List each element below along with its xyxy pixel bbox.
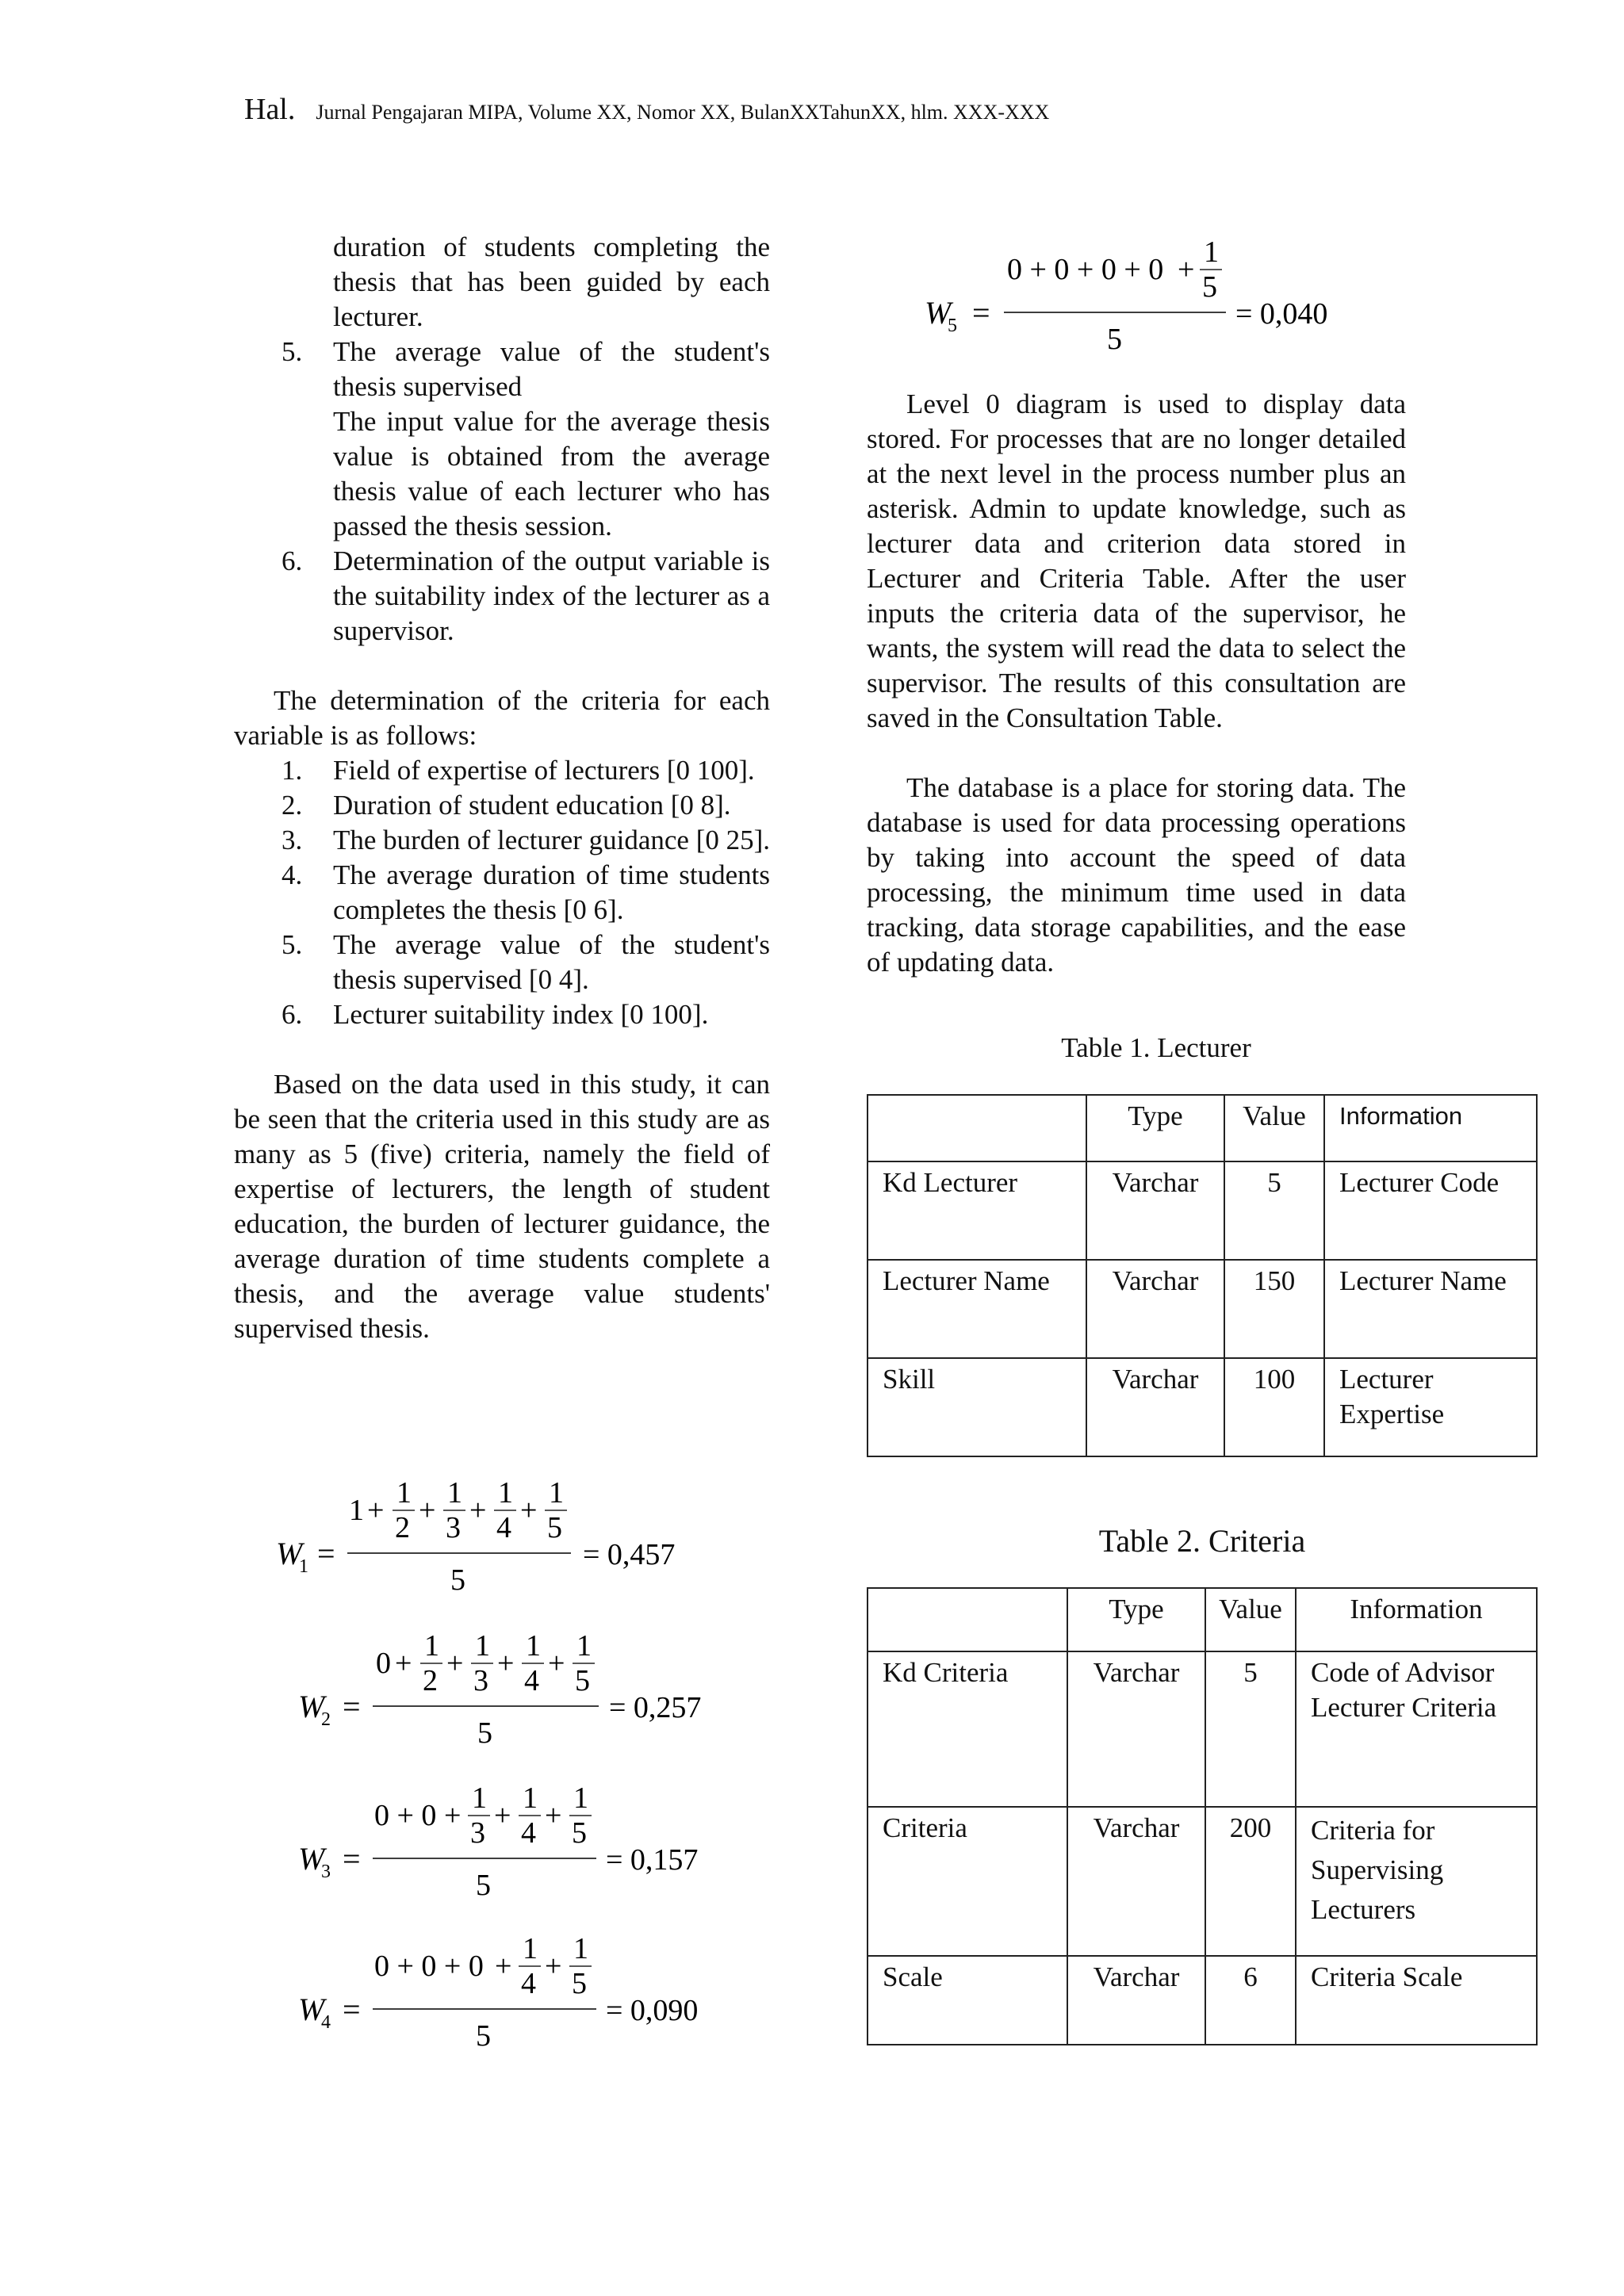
- eq-plus: +: [367, 1494, 385, 1527]
- table-header-row: [868, 1095, 1537, 1161]
- eq-subscript: 2: [321, 1709, 331, 1730]
- eq-denominator: 5: [547, 1511, 562, 1544]
- list-item-text: Lecturer suitability index [0 100].: [333, 999, 709, 1030]
- list-item: [234, 753, 770, 788]
- table-cell: Criteria Scale: [1296, 1956, 1537, 2045]
- list-item-title: The average value of the student's thesis supervised: [333, 336, 770, 402]
- table-row: [868, 1260, 1537, 1358]
- eq-lead: 0 + 0 + 0 + 0: [1007, 253, 1164, 286]
- list-item-text: The burden of lecturer guidance [0 25].: [333, 825, 771, 855]
- eq-plus: +: [497, 1647, 515, 1680]
- based-on-paragraph: Based on the data used in this study, it can be seen that the criteria used in this study are as many as 5 (five) criteria, namely the field of expertise of lecturers, the length of student education, the burden of lecturer guidance, the average duration of time students complete a thesis, and the average value students' supervised thesis.: [234, 1069, 770, 1344]
- eq-label: W: [298, 1992, 325, 2027]
- table-header-cell: Information: [1296, 1588, 1537, 1651]
- table-header-cell: Value: [1205, 1588, 1296, 1651]
- table-header-cell: Value: [1224, 1095, 1324, 1161]
- eq-denominator: 2: [423, 1664, 438, 1697]
- eq-main-denominator: 5: [477, 1716, 492, 1750]
- table-cell: 5: [1205, 1651, 1296, 1807]
- eq-label: W: [298, 1841, 325, 1877]
- eq-numerator: 1: [475, 1629, 490, 1663]
- equation-w4: [293, 1927, 737, 2061]
- list-number: 5.: [282, 336, 303, 367]
- table-cell: Lecturer Code: [1324, 1161, 1537, 1260]
- list-item: [234, 335, 770, 544]
- eq-lead: 1: [349, 1494, 364, 1527]
- eq-plus: +: [395, 1647, 412, 1680]
- list-number: 2.: [282, 790, 303, 821]
- eq-subscript: 1: [299, 1556, 308, 1577]
- list-item: [234, 544, 770, 649]
- page-label: Hal.: [244, 93, 296, 126]
- eq-denominator: 3: [473, 1664, 488, 1697]
- eq-numerator: 1: [576, 1629, 592, 1663]
- eq-plus: +: [419, 1494, 436, 1527]
- eq-label: W: [298, 1689, 325, 1724]
- eq-plus: +: [495, 1950, 512, 1983]
- eq-denominator: 5: [572, 1967, 587, 2000]
- eq-equals: =: [343, 1992, 361, 2027]
- eq-denominator: 4: [524, 1664, 539, 1697]
- list-item: [234, 928, 770, 997]
- list-item-description: The input value for the average thesis value is obtained from the average thesis value of each lecturer who has passed the thesis session.: [333, 406, 770, 541]
- eq-equals: =: [343, 1689, 361, 1724]
- table-cell: 100: [1224, 1358, 1324, 1456]
- eq-main-denominator: 5: [476, 2019, 491, 2053]
- eq-numerator: 1: [498, 1476, 513, 1510]
- eq-numerator: 1: [526, 1629, 541, 1663]
- eq-subscript: 4: [321, 2012, 331, 2033]
- list-item-text: Determination of the output variable is the suitability index of the lecturer as a supervisor.: [333, 545, 770, 646]
- list-item: [234, 997, 770, 1032]
- eq-equals: =: [317, 1536, 335, 1571]
- level0-paragraph: Level 0 diagram is used to display data stored. For processes that are no longer detailed at the next level in the process number plus an asterisk. Admin to update knowledge, such as lecturer data and criterion data stored in Lecturer and Criteria Table. After the user inputs the criteria data of the supervisor, he wants, the system will read the data to select the supervisor. The results of this consultation are saved in the Consultation Table.: [867, 388, 1406, 733]
- table-cell: Code of Advisor Lecturer Criteria: [1296, 1651, 1537, 1807]
- list-item-text: The average value of the student's thesis supervised [0 4].: [333, 929, 770, 995]
- table-cell: 200: [1205, 1807, 1296, 1956]
- eq-plus: +: [469, 1494, 487, 1527]
- table-lecturer: [867, 1094, 1538, 1457]
- eq-plus: +: [446, 1647, 464, 1680]
- right-column: [867, 387, 1406, 980]
- eq-main-denominator: 5: [450, 1563, 465, 1597]
- eq-plus: +: [520, 1494, 538, 1527]
- eq-result: = 0,090: [606, 1994, 699, 2027]
- table-cell: Criteria: [868, 1807, 1067, 1956]
- equation-w5: [920, 230, 1364, 365]
- list-number: 6.: [282, 999, 303, 1030]
- table-row: [868, 1956, 1537, 2045]
- eq-result: = 0,157: [606, 1843, 699, 1877]
- eq-plus: +: [545, 1799, 562, 1832]
- table-criteria: [867, 1587, 1538, 2045]
- list-item: [234, 788, 770, 823]
- variable-list: [234, 335, 770, 649]
- eq-main-denominator: 5: [1107, 323, 1122, 356]
- left-column: [234, 230, 770, 1346]
- eq-lead: 0 + 0 + 0: [374, 1950, 484, 1983]
- table-row: [868, 1161, 1537, 1260]
- table-cell: 150: [1224, 1260, 1324, 1358]
- eq-denominator: 3: [470, 1816, 485, 1850]
- eq-plus: +: [494, 1799, 511, 1832]
- eq-numerator: 1: [573, 1932, 588, 1965]
- eq-subscript: 5: [948, 316, 957, 336]
- eq-denominator: 2: [395, 1511, 410, 1544]
- list-number: 3.: [282, 825, 303, 855]
- table-cell: Lecturer Name: [868, 1260, 1086, 1358]
- list-item-text: Duration of student education [0 8].: [333, 790, 731, 821]
- eq-denominator: 4: [521, 1816, 536, 1850]
- table-cell: Varchar: [1067, 1956, 1205, 2045]
- list-item: [234, 858, 770, 928]
- list-number: 5.: [282, 929, 303, 960]
- eq-denominator: 4: [521, 1967, 536, 2000]
- table-header-row: [868, 1588, 1537, 1651]
- eq-result: = 0,040: [1235, 297, 1328, 331]
- eq-numerator: 1: [549, 1476, 564, 1510]
- eq-numerator: 1: [447, 1476, 462, 1510]
- table-cell: Kd Lecturer: [868, 1161, 1086, 1260]
- list-item-text: The average duration of time students completes the thesis [0 6].: [333, 859, 770, 925]
- table-cell: 5: [1224, 1161, 1324, 1260]
- eq-result: = 0,257: [609, 1691, 702, 1724]
- equation-w1: [270, 1471, 714, 1605]
- table-row: [868, 1651, 1537, 1807]
- table-row: [868, 1807, 1537, 1956]
- criteria-list: [234, 753, 770, 1032]
- eq-plus: +: [548, 1647, 565, 1680]
- eq-plus: +: [1178, 253, 1195, 286]
- eq-numerator: 1: [396, 1476, 412, 1510]
- table-row: [868, 1358, 1537, 1456]
- table-cell: Skill: [868, 1358, 1086, 1456]
- table-cell: Varchar: [1067, 1651, 1205, 1807]
- list-number: 1.: [282, 755, 303, 786]
- eq-numerator: 1: [472, 1781, 487, 1815]
- eq-lead: 0: [376, 1647, 391, 1680]
- eq-denominator: 4: [496, 1511, 511, 1544]
- table2-caption: Table 2. Criteria: [1098, 1523, 1306, 1559]
- eq-equals: =: [343, 1841, 361, 1877]
- eq-denominator: 5: [572, 1816, 587, 1850]
- criteria-intro: The determination of the criteria for each variable is as follows:: [234, 685, 770, 751]
- table-header-cell: Information: [1324, 1095, 1537, 1161]
- list-item: [234, 823, 770, 858]
- table-cell: Varchar: [1086, 1358, 1224, 1456]
- table-header-cell: [868, 1588, 1067, 1651]
- table-cell: Varchar: [1086, 1260, 1224, 1358]
- list-item-text: Field of expertise of lecturers [0 100].: [333, 755, 755, 786]
- table-header-cell: Type: [1086, 1095, 1224, 1161]
- table-cell: Criteria for Supervising Lecturers: [1296, 1807, 1537, 1956]
- eq-numerator: 1: [523, 1932, 538, 1965]
- eq-denominator: 3: [446, 1511, 461, 1544]
- table-cell: Varchar: [1067, 1807, 1205, 1956]
- eq-lead: 0 + 0: [374, 1799, 437, 1832]
- eq-result: = 0,457: [583, 1538, 676, 1571]
- eq-denominator: 5: [575, 1664, 590, 1697]
- table-header-cell: Type: [1067, 1588, 1205, 1651]
- eq-numerator: 1: [523, 1781, 538, 1815]
- eq-denominator: 5: [1202, 270, 1217, 304]
- list-number: 4.: [282, 859, 303, 890]
- table-cell: Lecturer Expertise: [1324, 1358, 1537, 1456]
- journal-citation: Jurnal Pengajaran MIPA, Volume XX, Nomor XX, BulanXXTahunXX, hlm. XXX-XXX: [316, 101, 1050, 124]
- eq-numerator: 1: [1204, 235, 1219, 269]
- table-cell: 6: [1205, 1956, 1296, 2045]
- eq-numerator: 1: [424, 1629, 439, 1663]
- list-continuation: duration of students completing the thesis that has been guided by each lecturer.: [333, 232, 770, 332]
- table1-caption: Table 1. Lecturer: [1061, 1032, 1251, 1063]
- eq-plus: +: [545, 1950, 562, 1983]
- table-header-cell: [868, 1095, 1086, 1161]
- table-cell: Varchar: [1086, 1161, 1224, 1260]
- eq-label: W: [925, 295, 952, 331]
- equation-w3: [293, 1776, 737, 1911]
- eq-subscript: 3: [321, 1862, 331, 1882]
- table-cell: Lecturer Name: [1324, 1260, 1537, 1358]
- database-paragraph: The database is a place for storing data. The database is used for data processing operations by taking into account the speed of data processing, the minimum time used in data tracking, data storage capabilities, and the ease of updating data.: [867, 772, 1406, 978]
- eq-plus: +: [444, 1799, 462, 1832]
- eq-equals: =: [972, 295, 990, 331]
- list-number: 6.: [282, 545, 303, 576]
- running-header: [244, 92, 1049, 127]
- table-cell: Scale: [868, 1956, 1067, 2045]
- table-cell: Kd Criteria: [868, 1651, 1067, 1807]
- equation-w2: [293, 1624, 737, 1758]
- eq-label: W: [276, 1536, 303, 1571]
- eq-main-denominator: 5: [476, 1869, 491, 1902]
- eq-numerator: 1: [573, 1781, 588, 1815]
